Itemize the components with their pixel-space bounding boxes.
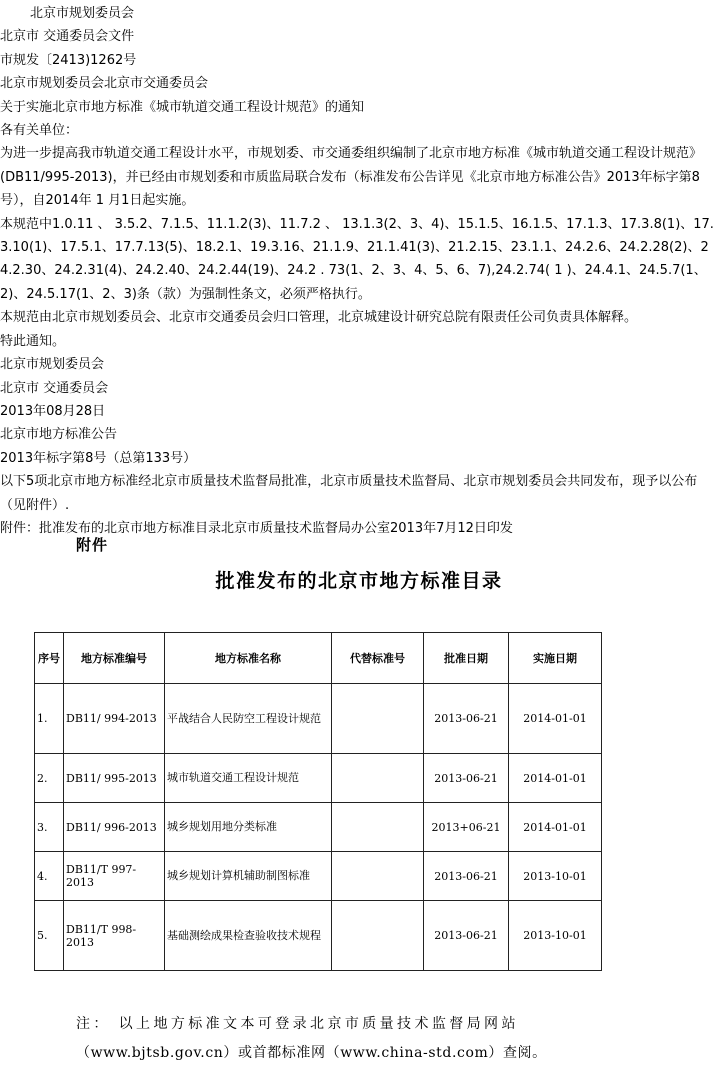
table-row <box>35 803 602 852</box>
cell-code: DB11/T 997-2013 <box>64 852 165 901</box>
cell-name: 城市轨道交通工程设计规范 <box>165 754 332 803</box>
notice-date: 2013年08月28日 <box>0 403 106 419</box>
header-effective: 实施日期 <box>509 633 602 684</box>
signature-1: 北京市规划委员会 <box>0 357 105 373</box>
cell-seq: 2. <box>35 754 64 803</box>
cell-name: 基础测绘成果检查验收技术规程 <box>165 901 332 971</box>
cell-replaces <box>332 803 424 852</box>
cell-approved: 2013-06-21 <box>424 901 509 971</box>
table-header-row <box>35 633 602 684</box>
header-name: 地方标准名称 <box>165 633 332 684</box>
catalog-note <box>76 1010 676 1068</box>
cell-approved: 2013-06-21 <box>424 754 509 803</box>
top-issuer: 北京市规划委员会 <box>30 6 135 21</box>
paragraph-1: 为进一步提高我市轨道交通工程设计水平，市规划委、市交通委组织编制了北京市地方标准《城市轨道交通工程设计规范》(DB11/995-2013)，并已经由市规划委和市质监局联合发布（标准发布公告详见《北京市地方标准公告》2013年标字第8号），自2014年 1 月1日起实施。 <box>0 146 703 209</box>
appendix-label: 附件 <box>76 536 109 554</box>
document-header: 北京市 交通委员会文件 <box>0 29 135 45</box>
cell-approved: 2013-06-21 <box>424 684 509 754</box>
table-row <box>35 754 602 803</box>
header-replaces: 代替标准号 <box>332 633 424 684</box>
cell-name: 城乡规划用地分类标准 <box>165 803 332 852</box>
attachment-line: 附件：批准发布的北京市地方标准目录北京市质量技术监督局办公室2013年7月12日印发 <box>0 520 513 536</box>
cell-effective: 2014-01-01 <box>509 754 602 803</box>
standards-catalog-table <box>34 632 602 971</box>
cell-code: DB11/ 995-2013 <box>64 754 165 803</box>
cell-code: DB11/ 994-2013 <box>64 684 165 754</box>
cell-seq: 3. <box>35 803 64 852</box>
announcement-title: 北京市地方标准公告 <box>0 427 118 443</box>
cell-replaces <box>332 901 424 971</box>
header-seq: 序号 <box>35 633 64 684</box>
notice-body <box>0 2 716 540</box>
header-code: 地方标准编号 <box>64 633 165 684</box>
cell-approved: 2013-06-21 <box>424 852 509 901</box>
cell-approved: 2013+06-21 <box>424 803 509 852</box>
closing-line: 特此通知。 <box>0 333 66 349</box>
signature-2: 北京市 交通委员会 <box>0 380 109 396</box>
notice-subject: 关于实施北京市地方标准《城市轨道交通工程设计规范》的通知 <box>0 99 365 115</box>
note-line-1: 注： 以上地方标准文本可登录北京市质量技术监督局网站 <box>76 1016 519 1032</box>
cell-name: 平战结合人民防空工程设计规范 <box>165 684 332 754</box>
cell-name: 城乡规划计算机辅助制图标准 <box>165 852 332 901</box>
cell-replaces <box>332 684 424 754</box>
table-row <box>35 684 602 754</box>
salutation: 各有关单位： <box>0 123 79 139</box>
note-line-2: （www.bjtsb.gov.cn）或首都标准网（www.china-std.com）查阅。 <box>76 1045 547 1061</box>
cell-replaces <box>332 852 424 901</box>
cell-effective: 2013-10-01 <box>509 901 602 971</box>
cell-seq: 1. <box>35 684 64 754</box>
cell-code: DB11/ 996-2013 <box>64 803 165 852</box>
cell-replaces <box>332 754 424 803</box>
cell-effective: 2014-01-01 <box>509 684 602 754</box>
joint-issuers: 北京市规划委员会北京市交通委员会 <box>0 76 209 92</box>
catalog-title: 批准发布的北京市地方标准目录 <box>215 570 503 592</box>
cell-effective: 2013-10-01 <box>509 852 602 901</box>
cell-seq: 4. <box>35 852 64 901</box>
paragraph-3: 本规范由北京市规划委员会、北京市交通委员会归口管理，北京城建设计研究总院有限责任公司负责具体解释。 <box>0 310 638 326</box>
table-row <box>35 901 602 971</box>
announcement-body: 以下5项北京市地方标准经北京市质量技术监督局批准，北京市质量技术监督局、北京市规划委员会共同发布，现予以公布（见附件）. <box>0 474 698 513</box>
document-number: 市规发〔2413)1262号 <box>0 52 137 68</box>
cell-code: DB11/T 998-2013 <box>64 901 165 971</box>
cell-effective: 2014-01-01 <box>509 803 602 852</box>
paragraph-2: 本规范中1.0.11 、 3.5.2、7.1.5、11.1.2(3)、11.7.2 、 13.1.3(2、3、4)、15.1.5、16.1.5、17.1.3、17.3.8(1)、17.3.10(1)、17.5.1、17.7.13(5)、18.2.1、19.3.16、21.1.9、21.1.41(3)、21.2.15、23.1.1、24.2.6、24.2.28(2)、24.2.30、24.2.31(4)、24.2.40、24.2.44(19)、24.2 . 73(1、2、3、4、5、6、7),24.2.74( 1 )、24.4.1、24.5.7(1、2)、24.5.17(1、2、3)条（款）为强制性条文，必须严格执行。 <box>0 216 714 302</box>
table-row <box>35 852 602 901</box>
cell-seq: 5. <box>35 901 64 971</box>
announcement-number: 2013年标字第8号（总第133号） <box>0 450 197 466</box>
header-approved: 批准日期 <box>424 633 509 684</box>
